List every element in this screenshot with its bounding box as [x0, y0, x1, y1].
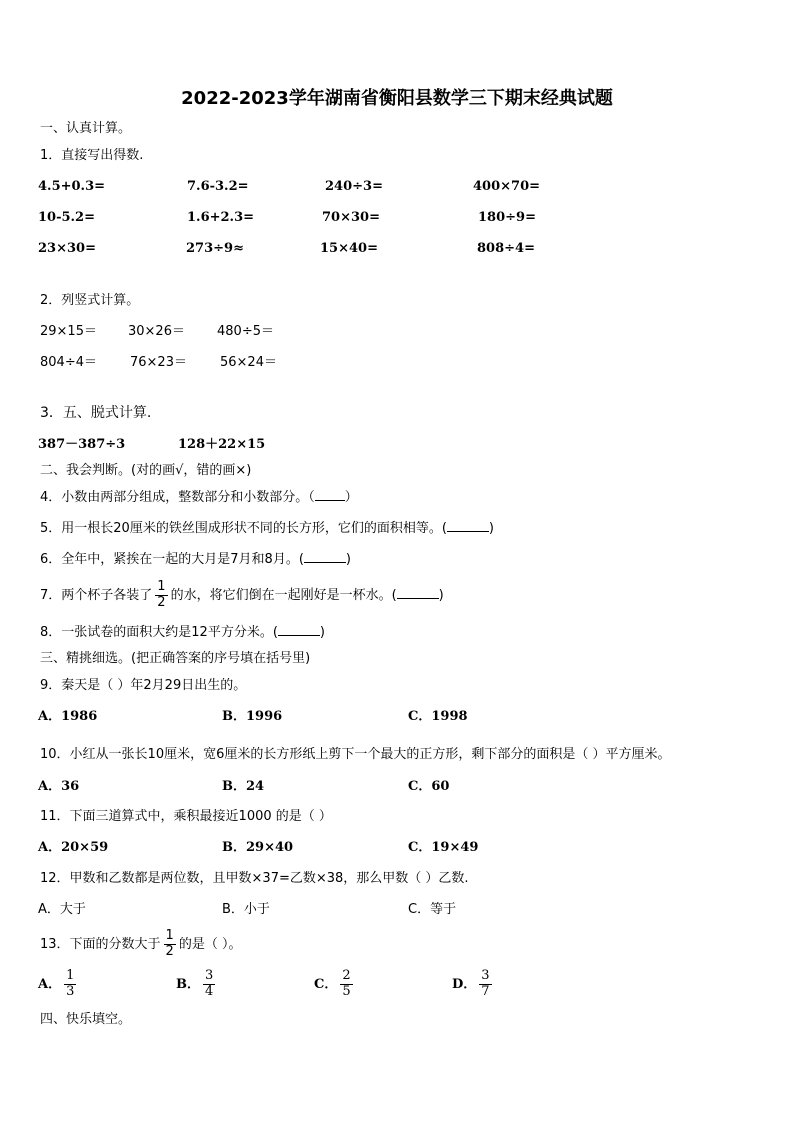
- question-9-text: 9．秦天是（ ）年2月29日出生的。: [40, 678, 247, 693]
- vertical-calc-item: 29×15＝: [40, 324, 97, 339]
- question-10-text: 10．小红从一张长10厘米，宽6厘米的长方形纸上剪下一个最大的正方形，剩下部分的面积是（ ）平方厘米。: [40, 747, 671, 762]
- option-c[interactable]: C．19×49: [408, 840, 479, 855]
- calc-item: 400×70=: [473, 179, 541, 194]
- option-c[interactable]: C．等于: [408, 902, 457, 917]
- question-12-text: 12．甲数和乙数都是两位数，且甲数×37=乙数×38，那么甲数（ ）乙数.: [40, 871, 469, 886]
- section-4-heading: 四、快乐填空。: [40, 1012, 132, 1027]
- option-b[interactable]: B．24: [222, 779, 265, 794]
- answer-blank[interactable]: [447, 530, 489, 532]
- option-fraction: $\frac{3}{7}$: [481, 968, 490, 999]
- option-b[interactable]: B．小于: [222, 902, 270, 917]
- fraction-one-half: $\frac{1}{2}$: [165, 928, 174, 959]
- answer-blank[interactable]: [278, 634, 320, 636]
- option-c[interactable]: C．1998: [408, 709, 468, 724]
- calc-item: 7.6-3.2=: [187, 179, 249, 194]
- calc-item: 180÷9=: [478, 210, 536, 225]
- fraction-one-half: $\frac{1}{2}$: [157, 579, 166, 610]
- option-b[interactable]: B．1996: [222, 709, 283, 724]
- calc-item: 70×30=: [322, 210, 380, 225]
- question-11-text: 11．下面三道算式中，乘积最接近1000 的是（ ）: [40, 809, 332, 824]
- vertical-calc-item: 804÷4＝: [40, 355, 97, 370]
- question-8-text: 8．一张试卷的面积大约是12平方分米。(: [40, 625, 278, 640]
- option-c[interactable]: C．60: [408, 779, 450, 794]
- calc-item: 4.5+0.3=: [38, 179, 106, 194]
- calc-item: 15×40=: [320, 241, 378, 256]
- calc-item: 273÷9≈: [186, 241, 244, 256]
- question-6-text: 6．全年中，紧挨在一起的大月是7月和8月。(: [40, 552, 304, 567]
- question-3-label: 3．五、脱式计算.: [40, 405, 152, 421]
- question-13: 13．下面的分数大于 $\frac{1}{2}$ 的是（ ）。: [40, 928, 242, 959]
- section-2-heading: 二、我会判断。(对的画√，错的画×): [40, 463, 252, 478]
- question-8: 8．一张试卷的面积大约是12平方分米。( ): [40, 625, 325, 640]
- option-b[interactable]: B．29×40: [222, 840, 294, 855]
- question-5-text: 5．用一根长20厘米的铁丝围成形状不同的长方形，它们的面积相等。(: [40, 521, 447, 536]
- question-7: 7．两个杯子各装了 $\frac{1}{2}$ 的水，将它们倒在一起刚好是一杯水。( ): [40, 579, 444, 610]
- answer-blank[interactable]: [397, 597, 439, 599]
- calc-item: 808÷4=: [477, 241, 535, 256]
- option-a[interactable]: A．1986: [38, 709, 98, 724]
- question-4: 4．小数由两部分组成，整数部分和小数部分。（ ）: [40, 490, 358, 505]
- option-c[interactable]: C． $\frac{2}{5}$: [314, 968, 351, 999]
- option-a[interactable]: A． $\frac{1}{3}$: [38, 968, 75, 999]
- answer-blank[interactable]: [315, 499, 345, 501]
- calc-item: 1.6+2.3=: [187, 210, 255, 225]
- calc-item: 10-5.2=: [38, 210, 95, 225]
- calc-item: 23×30=: [38, 241, 96, 256]
- option-fraction: $\frac{2}{5}$: [342, 968, 351, 999]
- question-6: 6．全年中，紧挨在一起的大月是7月和8月。( ): [40, 552, 351, 567]
- simplify-item: 387－387÷3: [38, 437, 126, 452]
- option-a[interactable]: A．36: [38, 779, 80, 794]
- vertical-calc-item: 30×26＝: [128, 324, 185, 339]
- option-b[interactable]: B． $\frac{3}{4}$: [176, 968, 214, 999]
- section-1-heading: 一、认真计算。: [40, 121, 132, 136]
- simplify-item: 128＋22×15: [178, 437, 266, 452]
- question-5: 5．用一根长20厘米的铁丝围成形状不同的长方形，它们的面积相等。( ): [40, 521, 494, 536]
- option-a[interactable]: A．大于: [38, 902, 86, 917]
- vertical-calc-item: 56×24＝: [220, 355, 277, 370]
- answer-blank[interactable]: [304, 561, 346, 563]
- page-title: 2022-2023学年湖南省衡阳县数学三下期末经典试题: [181, 88, 613, 109]
- option-d[interactable]: D． $\frac{3}{7}$: [452, 968, 490, 999]
- question-4-text: 4．小数由两部分组成，整数部分和小数部分。（: [40, 490, 315, 505]
- question-1-label: 1．直接写出得数.: [40, 148, 144, 163]
- option-fraction: $\frac{3}{4}$: [205, 968, 214, 999]
- calc-item: 240÷3=: [325, 179, 383, 194]
- question-2-label: 2．列竖式计算。: [40, 293, 140, 308]
- option-fraction: $\frac{1}{3}$: [66, 968, 75, 999]
- section-3-heading: 三、精挑细选。(把正确答案的序号填在括号里): [40, 651, 311, 666]
- option-a[interactable]: A．20×59: [38, 840, 109, 855]
- vertical-calc-item: 480÷5＝: [217, 324, 274, 339]
- vertical-calc-item: 76×23＝: [130, 355, 187, 370]
